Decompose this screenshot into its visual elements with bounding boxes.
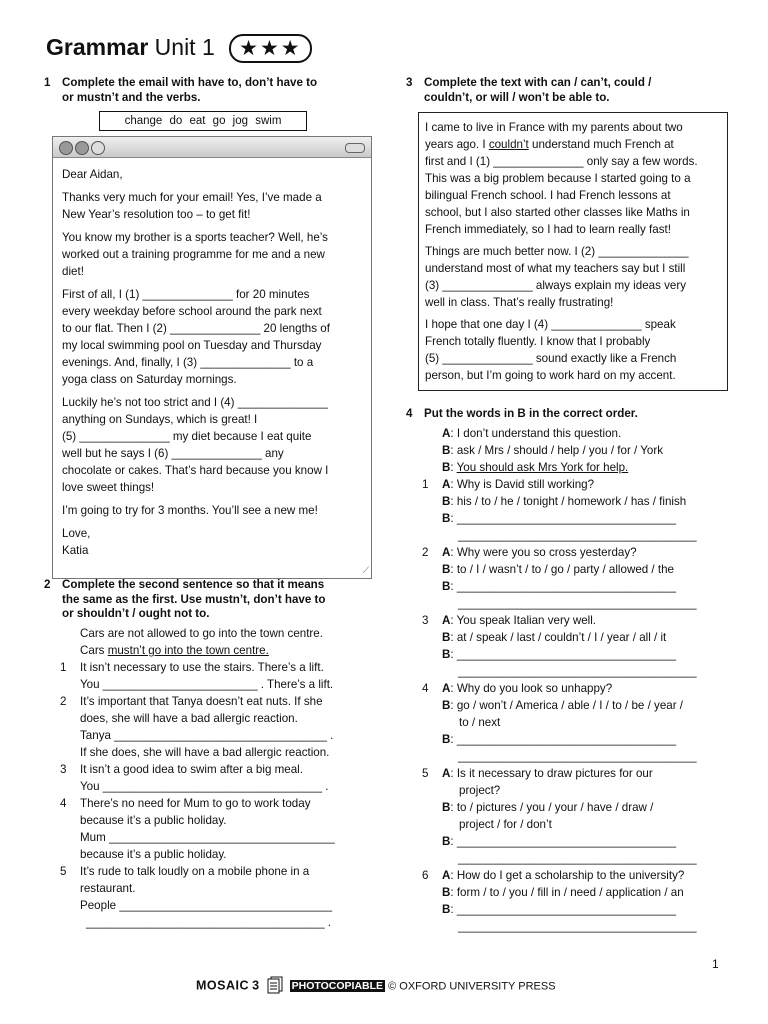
label-a: A — [442, 869, 451, 882]
q4-example-answer: You should ask Mrs York for help. — [456, 461, 629, 474]
answer-line: _____________________________________ — [458, 750, 697, 763]
title-unit: Unit 1 — [154, 34, 215, 60]
label-b: B — [442, 835, 451, 848]
q3-text-line: person, but I’m going to work hard on my accent. — [425, 369, 676, 382]
q2-example — [80, 625, 370, 659]
q3-text-line: Things are much better now. I (2) ______________ — [425, 245, 689, 258]
q4-example-b: ask / Mrs / should / help / you / for / York — [456, 444, 664, 457]
q2-item-line: _____________________________________ . — [86, 916, 332, 929]
q2-item-line: If she does, she will have a bad allergic reaction. — [80, 746, 330, 759]
email-line: yoga class on Saturday mornings. — [62, 373, 237, 386]
email-line: Dear Aidan, — [62, 168, 123, 181]
q3-text-line: (5) ______________ sound exactly like a French — [425, 352, 677, 365]
q3-text-box — [418, 112, 728, 391]
q3-text-line: understand most of what my teachers say but I still — [425, 262, 686, 275]
q2-item-line: It’s rude to talk loudly on a mobile phone in a — [80, 865, 310, 878]
q4-item-a: Is it necessary to draw pictures for our — [456, 767, 653, 780]
window-close-icon — [59, 141, 73, 155]
label-a: A — [442, 614, 451, 627]
label-a: A — [442, 682, 451, 695]
answer-line: _____________________________________ — [458, 529, 697, 542]
q4-item-a: Why do you look so unhappy? — [456, 682, 613, 695]
email-line: Katia — [62, 544, 89, 557]
email-line: (5) ______________ my diet because I eat quite — [62, 430, 312, 443]
q2-item-line: does, she will have a bad allergic reaction. — [80, 712, 298, 725]
q1-number: 1 — [44, 76, 51, 89]
q4-item-number: 3 — [422, 614, 429, 627]
label-b: B — [442, 444, 451, 457]
q2-example-answer: mustn’t go into the town centre. — [107, 644, 269, 657]
q2-item-line: because it’s a public holiday. — [80, 848, 227, 861]
q3-text-line: understand much French at — [528, 138, 674, 151]
email-line: Thanks very much for your email! Yes, I’ve made a — [62, 191, 322, 204]
answer-line: _____________________________________ — [458, 597, 697, 610]
q4-heading — [406, 407, 736, 422]
q1-line1: Complete the email with have to, don’t have to — [62, 76, 318, 89]
q4-items: A: I don’t understand this question. B: ask / Mrs / should / help / you / for / York B: You should ask Mrs York for help. 1 A: Why is David still working? B: his / to / he / tonight / homework / has / finish B: __________________________________ _____________________________________ 2 A: Why were you so cross yesterday? B: to / I / wasn’t / to / go / party / allowed / the B: __________________________________ _____________________________________ 3 A: You speak Italian very well. B: at / speak / last / couldn’t / I / year / all / it B: __________________________________ _____________________________________ 4 A: Why do you look so unhappy? B: go / won’t / America / able / I / to / be / year / to / next B: __________________________________ _____________________________________ 5 A: Is it necessary to draw pictures for our project? B: to / pictures / you / your / have / draw / project / for / don’t B: __________________________________ _____________________________________ 6 A: How do I get a scholarship to the university? B: form / to / you / fill in / need / application / an B: __________________________________ _____________________________________ — [422, 427, 697, 933]
q2-item-line: It’s important that Tanya doesn’t eat nuts. If she — [80, 695, 323, 708]
email-line: diet! — [62, 265, 84, 278]
q3-text-line: French immediately, so I had to learn really fast! — [425, 223, 671, 236]
label-b: B — [442, 563, 451, 576]
email-line: chocolate or cakes. That’s hard because you know I — [62, 464, 329, 477]
answer-line: __________________________________ — [456, 903, 677, 916]
q4-item-b: his / to / he / tonight / homework / has / finish — [456, 495, 687, 508]
answer-line: _____________________________________ — [458, 852, 697, 865]
q2-item-line: You __________________________________ . — [80, 780, 329, 793]
answer-line: _____________________________________ — [458, 665, 697, 678]
q2-items — [60, 659, 370, 939]
q2-number: 2 — [44, 578, 51, 591]
q2-item-line: Tanya _________________________________ . — [80, 729, 334, 742]
q2-line3: or shouldn’t / ought not to. — [62, 607, 210, 621]
email-line: evenings. And, finally, I (3) ______________ to a — [62, 356, 314, 369]
q2-item-line: People _________________________________ — [80, 899, 333, 912]
q4-item-b-cont: to / next — [459, 716, 501, 729]
photocopiable-badge: PHOTOCOPIABLE — [291, 980, 384, 993]
email-titlebar — [53, 137, 371, 158]
q3-text-line: school, but I also started other classes like Maths in — [425, 206, 690, 219]
email-line: worked out a training programme for me and a new — [62, 248, 325, 261]
q2-item-line: restaurant. — [80, 882, 136, 895]
title-bold: Grammar — [46, 34, 149, 60]
label-b: B — [442, 580, 451, 593]
label-b: B — [442, 886, 451, 899]
q3-text-line: well in class. That’s really frustrating! — [425, 296, 614, 309]
email-line: Luckily he’s not too strict and I (4) ______________ — [62, 396, 328, 409]
answer-line: __________________________________ — [456, 580, 677, 593]
q3-example-answer: couldn’t — [488, 138, 529, 151]
q2-item-number: 3 — [60, 763, 67, 776]
email-line: anything on Sundays, which is great! I — [62, 413, 258, 426]
label-b: B — [442, 733, 451, 746]
footer-brand: MOSAIC — [196, 978, 249, 993]
answer-line: __________________________________ — [456, 733, 677, 746]
q3-text-line: I came to live in France with my parents about two — [425, 121, 683, 134]
q2-line1: Complete the second sentence so that it means — [62, 578, 325, 591]
q2-example-line1: Cars are not allowed to go into the town centre. — [80, 627, 323, 640]
label-a: A — [442, 546, 451, 559]
q4-item-a: You speak Italian very well. — [456, 614, 597, 627]
q2-item-number: 4 — [60, 797, 67, 810]
q4-item-number: 4 — [422, 682, 429, 695]
q4-item-a-cont: project? — [459, 784, 501, 797]
q4-item-b: at / speak / last / couldn’t / I / year / all / it — [456, 631, 667, 644]
q3-heading — [406, 76, 736, 105]
q4-item-number: 6 — [422, 869, 429, 882]
q3-line2: couldn’t, or will / won’t be able to. — [424, 90, 610, 104]
email-body — [53, 158, 371, 559]
answer-line: __________________________________ — [456, 835, 677, 848]
q4-item-a: How do I get a scholarship to the university? — [456, 869, 685, 882]
q2-item-line: You ________________________ . There’s a lift. — [80, 678, 334, 691]
label-a: A — [442, 767, 451, 780]
footer-publisher: © OXFORD UNIVERSITY PRESS — [388, 980, 556, 993]
q3-number: 3 — [406, 76, 413, 89]
q2-item-number: 5 — [60, 865, 67, 878]
label-b: B — [442, 495, 451, 508]
q2-item-line: Mum ___________________________________ — [80, 831, 335, 844]
email-line: well but he says I (6) ______________ any — [62, 447, 284, 460]
q4-item-b: to / pictures / you / your / have / draw / — [456, 801, 654, 814]
email-window — [52, 136, 372, 579]
email-line: every weekday before school around the park next — [62, 305, 322, 318]
footer — [196, 976, 556, 997]
q2-example-prefix: Cars — [80, 644, 108, 657]
q3-text-line: I hope that one day I (4) ______________ speak — [425, 318, 676, 331]
q4-item-b: form / to / you / fill in / need / application / an — [456, 886, 684, 899]
window-maximize-icon — [91, 141, 105, 155]
window-minimize-icon — [75, 141, 89, 155]
email-line: love sweet things! — [62, 481, 155, 494]
q2-item-line: It isn’t necessary to use the stairs. There’s a lift. — [80, 661, 324, 674]
q3-text-line: years ago. I — [425, 138, 489, 151]
q2-item-line: It isn’t a good idea to swim after a big meal. — [80, 763, 303, 776]
q1-word-box: change do eat go jog swim — [99, 111, 307, 131]
q2-item-number: 2 — [60, 695, 67, 708]
q2-item-number: 1 — [60, 661, 67, 674]
email-line: You know my brother is a sports teacher? Well, he’s — [62, 231, 328, 244]
q1-line2: or mustn’t and the verbs. — [62, 90, 201, 104]
q4-line1: Put the words in B in the correct order. — [424, 407, 638, 420]
email-line: Love, — [62, 527, 91, 540]
q4-item-b: to / I / wasn’t / to / go / party / allowed / the — [456, 563, 674, 576]
q2-item-line: There’s no need for Mum to go to work today — [80, 797, 311, 810]
email-line: First of all, I (1) ______________ for 20 minutes — [62, 288, 310, 301]
q3-line1: Complete the text with can / can’t, could / — [424, 76, 652, 89]
photocopy-icon — [267, 976, 283, 997]
q3-text-line: bilingual French school. I had French lessons at — [425, 189, 671, 202]
page-title — [46, 34, 312, 63]
q2-heading — [44, 578, 364, 622]
email-line: my local swimming pool on Tuesday and Thursday — [62, 339, 322, 352]
label-b: B — [442, 631, 451, 644]
q4-item-a: Why is David still working? — [456, 478, 595, 491]
label-b: B — [442, 699, 451, 712]
difficulty-stars: ★★★ — [229, 34, 311, 63]
footer-level: 3 — [252, 978, 260, 993]
label-a: A — [442, 427, 451, 440]
q2-line2: the same as the first. Use mustn’t, don’t have to — [62, 592, 326, 606]
q2-item-line: because it’s a public holiday. — [80, 814, 227, 827]
window-pill-icon — [345, 143, 365, 153]
label-b: B — [442, 648, 451, 661]
label-b: B — [442, 461, 451, 474]
label-a: A — [442, 478, 451, 491]
answer-line: __________________________________ — [456, 512, 677, 525]
q1-heading — [44, 76, 364, 105]
q4-item-number: 1 — [422, 478, 429, 491]
answer-line: __________________________________ — [456, 648, 677, 661]
label-b: B — [442, 903, 451, 916]
q4-item-b-cont: project / for / don’t — [459, 818, 552, 831]
resize-grip-icon: ⟋ — [362, 565, 369, 575]
email-line: to our flat. Then I (2) ______________ 20 lengths of — [62, 322, 330, 335]
q4-item-b: go / won’t / America / able / I / to / be / year / — [456, 699, 684, 712]
q3-text-line: (3) ______________ always explain my ideas very — [425, 279, 687, 292]
answer-line: _____________________________________ — [458, 920, 697, 933]
q4-example-a: I don’t understand this question. — [456, 427, 622, 440]
q4-item-number: 2 — [422, 546, 429, 559]
q4-number: 4 — [406, 407, 413, 420]
q3-text-line: This was a big problem because I started going to a — [425, 172, 691, 185]
label-b: B — [442, 801, 451, 814]
label-b: B — [442, 512, 451, 525]
q3-text-line: first and I (1) ______________ only say a few words. — [425, 155, 698, 168]
page-number: 1 — [712, 957, 719, 971]
q3-text-line: French totally fluently. I know that I probably — [425, 335, 651, 348]
q4-item-a: Why were you so cross yesterday? — [456, 546, 637, 559]
email-line: I’m going to try for 3 months. You’ll see a new me! — [62, 504, 318, 517]
q4-item-number: 5 — [422, 767, 429, 780]
email-line: New Year’s resolution too – to get fit! — [62, 208, 251, 221]
